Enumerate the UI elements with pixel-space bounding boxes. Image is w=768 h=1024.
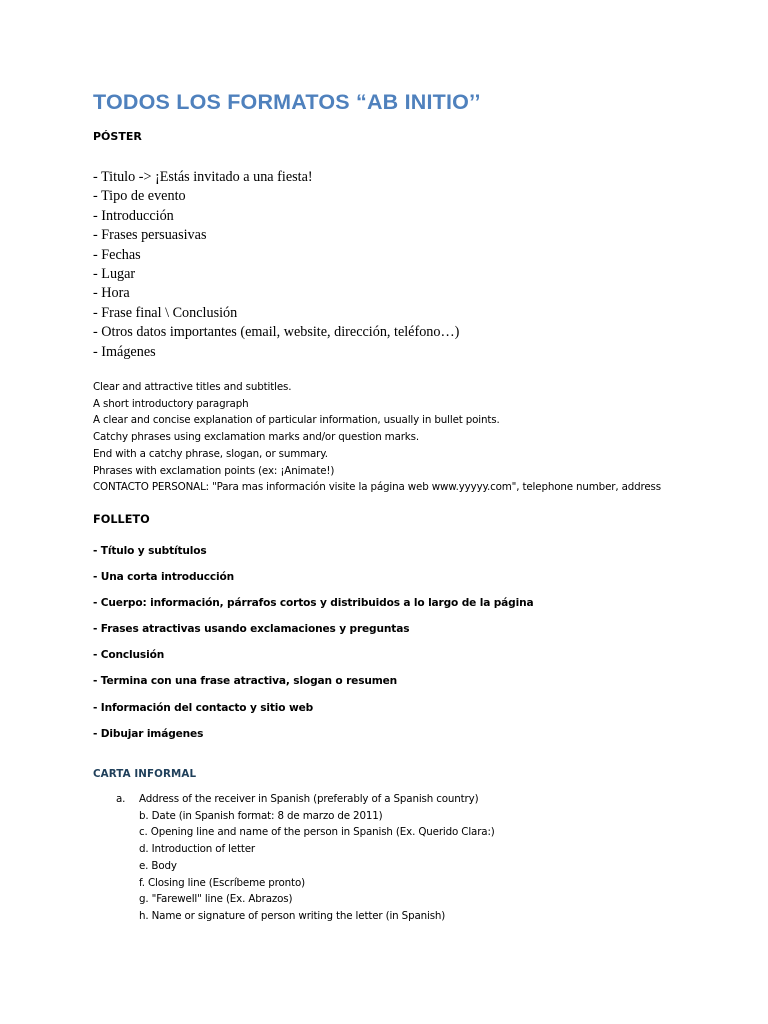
poster-item: - Lugar <box>93 266 136 283</box>
poster-item: - Fechas <box>93 246 141 263</box>
poster-heading: PÓSTER <box>93 130 142 143</box>
folleto-item: - Información del contacto y sitio web <box>93 701 314 714</box>
poster-note: Phrases with exclamation points (ex: ¡Animate!) <box>93 464 335 477</box>
poster-item: - Frases persuasivas <box>93 227 207 244</box>
poster-note: Catchy phrases using exclamation marks and/or question marks. <box>93 431 419 444</box>
carta-item: d. Introduction of letter <box>139 843 255 856</box>
folleto-item: - Una corta introducción <box>93 571 235 584</box>
folleto-item: - Cuerpo: información, párrafos cortos y distribuidos a lo largo de la página <box>93 597 534 610</box>
poster-item: - Frase final \ Conclusión <box>93 304 238 321</box>
carta-item-text: Address of the receiver in Spanish (preferably of a Spanish country) <box>139 793 479 805</box>
carta-item: e. Body <box>139 859 177 872</box>
poster-note: End with a catchy phrase, slogan, or summary. <box>93 447 328 460</box>
poster-item: - Otros datos importantes (email, website, dirección, teléfono…) <box>93 324 460 341</box>
folleto-item: - Conclusión <box>93 649 165 662</box>
folleto-item: - Título y subtítulos <box>93 545 207 557</box>
poster-notes-list <box>93 379 661 496</box>
folleto-heading: FOLLETO <box>93 513 150 526</box>
folleto-item: - Dibujar imágenes <box>93 727 204 740</box>
poster-item: - Imágenes <box>93 343 156 360</box>
carta-item: b. Date (in Spanish format: 8 de marzo de 2011) <box>139 809 383 822</box>
carta-items-list <box>93 791 495 925</box>
poster-note: A short introductory paragraph <box>93 397 249 410</box>
document-title: TODOS LOS FORMATOS “AB INITIO’’ <box>93 90 481 114</box>
poster-item: - Introducción <box>93 207 174 224</box>
list-marker: a. <box>116 793 126 805</box>
poster-item: - Hora <box>93 285 130 302</box>
poster-note: Clear and attractive titles and subtitles. <box>93 381 292 393</box>
folleto-items-list <box>93 538 534 747</box>
carta-item: f. Closing line (Escríbeme pronto) <box>139 876 305 889</box>
carta-heading: CARTA INFORMAL <box>93 768 197 780</box>
folleto-item: - Frases atractivas usando exclamaciones y preguntas <box>93 623 410 636</box>
carta-item-first <box>93 791 495 808</box>
poster-note: A clear and concise explanation of particular information, usually in bullet points. <box>93 414 500 427</box>
folleto-item: - Termina con una frase atractiva, slogan o resumen <box>93 675 398 688</box>
carta-item: g. "Farewell" line (Ex. Abrazos) <box>139 893 293 906</box>
poster-item: - Titulo -> ¡Estás invitado a una fiesta! <box>93 169 313 185</box>
poster-items-list <box>93 168 459 362</box>
poster-note: CONTACTO PERSONAL: "Para mas información visite la página web www.yyyyy.com", telephone number, address <box>93 481 661 494</box>
carta-item: c. Opening line and name of the person in Spanish (Ex. Querido Clara:) <box>139 826 495 839</box>
carta-item: h. Name or signature of person writing the letter (in Spanish) <box>139 909 446 922</box>
poster-item: - Tipo de evento <box>93 188 186 205</box>
